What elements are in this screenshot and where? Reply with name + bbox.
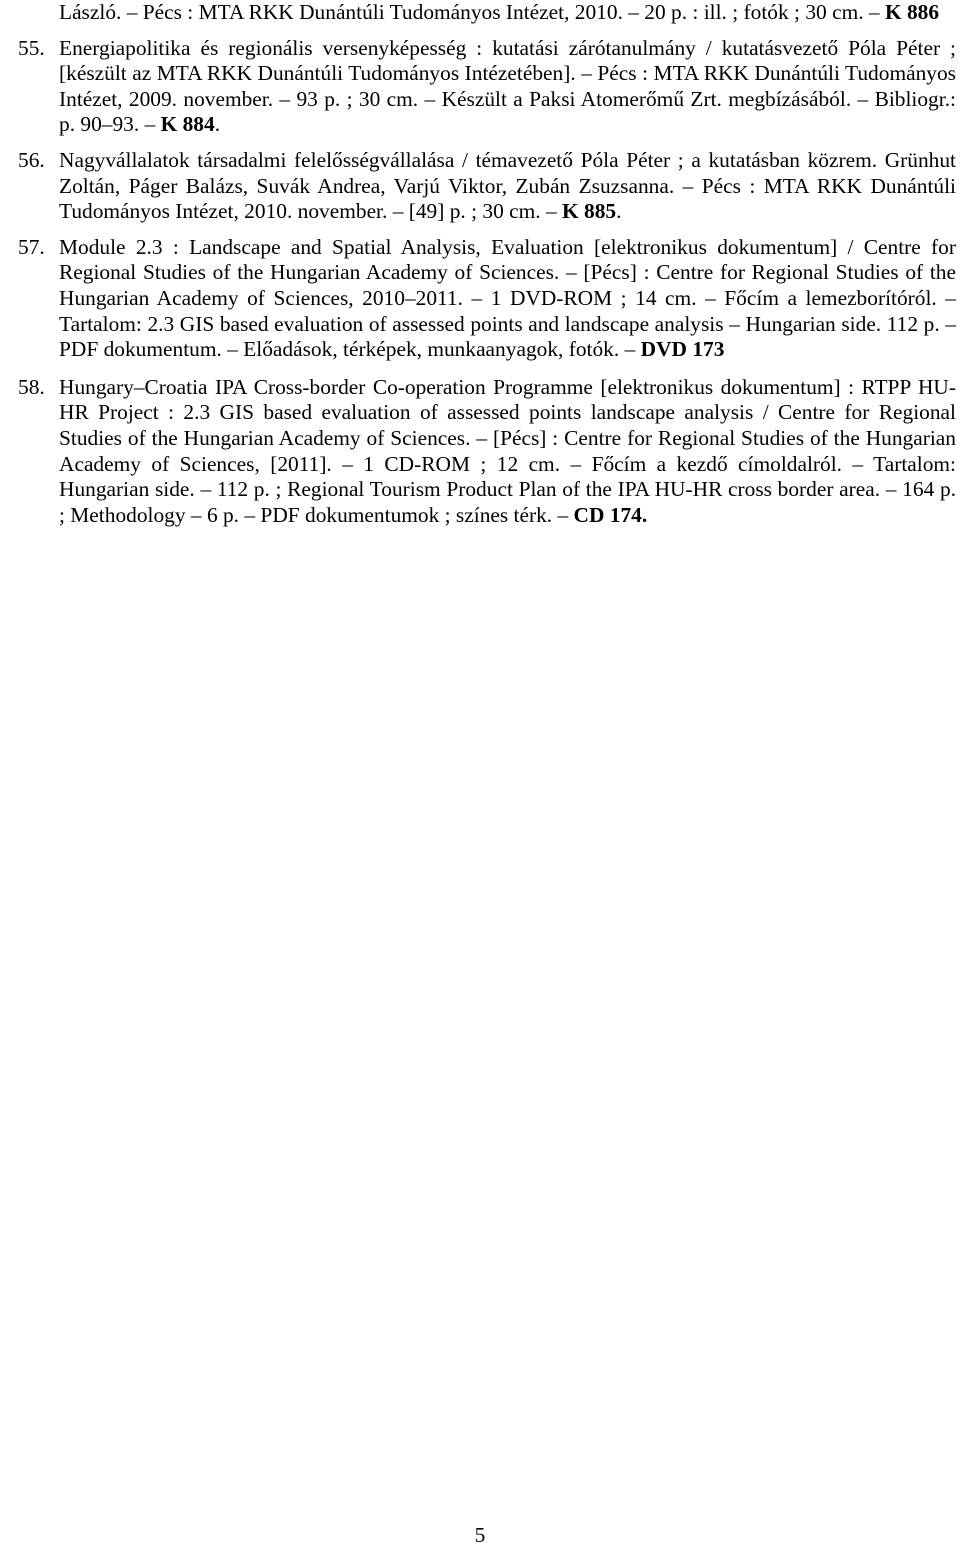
entry-number: 58.: [18, 374, 45, 399]
entry-text: [59, 375, 956, 529]
shelfmark: CD 174.: [573, 502, 648, 527]
entry-description: Hungary–Croatia IPA Cross-border Co-operation Programme [elektronikus dokumentum] : RTPP HU-HR Project : 2.3 GIS based evaluation of assessed points landscape analysis / Centre for Regional Studies of the Hungarian Academy of Sciences. – [Pécs] : Centre for Regional Studies of the Hungarian Academy of Sciences, [2011]. – 1 CD-ROM ; 12 cm. – Főcím a kezdő címoldalról. – Tartalom: Hungarian side. – 112 p. ; Regional Tourism Product Plan of the IPA HU-HR cross border area. – 164 p. ; Methodology – 6 p. – PDF dokumentumok ; színes térk. –: [59, 374, 956, 527]
entry-tail: .: [616, 199, 622, 224]
bibliography-entry-57: [18, 235, 956, 363]
continued-entry-text: László. – Pécs : MTA RKK Dunántúli Tudományos Intézet, 2010. – 20 p. : ill. ; fotók ; 30 cm. –: [59, 0, 885, 24]
continued-entry: [18, 0, 956, 26]
entry-description: Energiapolitika és regionális versenyképesség : kutatási zárótanulmány / kutatásvezető Póla Péter ; [készült az MTA RKK Dunántúli Tudományos Intézetében]. – Pécs : MTA RKK Dunántúli Tudományos Intézet, 2009. november. – 93 p. ; 30 cm. – Készült a Paksi Atomerőmű Zrt. megbízásából. – Bibliogr.: p. 90–93. –: [59, 35, 956, 137]
bibliography-list: [18, 0, 956, 528]
entry-text: [59, 148, 956, 225]
entry-description: Nagyvállalatok társadalmi felelősségvállalása / témavezető Póla Péter ; a kutatásban közrem. Grünhut Zoltán, Páger Balázs, Suvák Andrea, Varjú Viktor, Zubán Zsuzsanna. – Pécs : MTA RKK Dunántúli Tudományos Intézet, 2010. november. – [49] p. ; 30 cm. –: [59, 147, 956, 224]
entry-text: [59, 36, 956, 138]
bibliography-entry-56: [18, 148, 956, 225]
bibliography-entry-55: [18, 36, 956, 138]
entry-text: [59, 235, 956, 363]
bibliography-entry-58: [18, 375, 956, 529]
shelfmark: K 884: [160, 112, 215, 137]
page-number: 5: [474, 1523, 486, 1547]
entry-number: 55.: [18, 35, 45, 60]
entry-number: 57.: [18, 234, 45, 259]
shelfmark: K 886: [884, 0, 940, 24]
entry-number: 56.: [18, 147, 45, 172]
entry-description: Module 2.3 : Landscape and Spatial Analysis, Evaluation [elektronikus dokumentum] / Centre for Regional Studies of the Hungarian Academy of Sciences. – [Pécs] : Centre for Regional Studies of the Hungarian Academy of Sciences, 2010–2011. – 1 DVD-ROM ; 14 cm. – Főcím a lemezborítóról. – Tartalom: 2.3 GIS based evaluation of assessed points and landscape analysis – Hungarian side. 112 p. – PDF dokumentum. – Előadások, térképek, munkaanyagok, fotók. –: [59, 234, 956, 362]
shelfmark: K 885: [562, 199, 617, 224]
entry-tail: .: [214, 112, 221, 137]
shelfmark: DVD 173: [640, 337, 725, 362]
